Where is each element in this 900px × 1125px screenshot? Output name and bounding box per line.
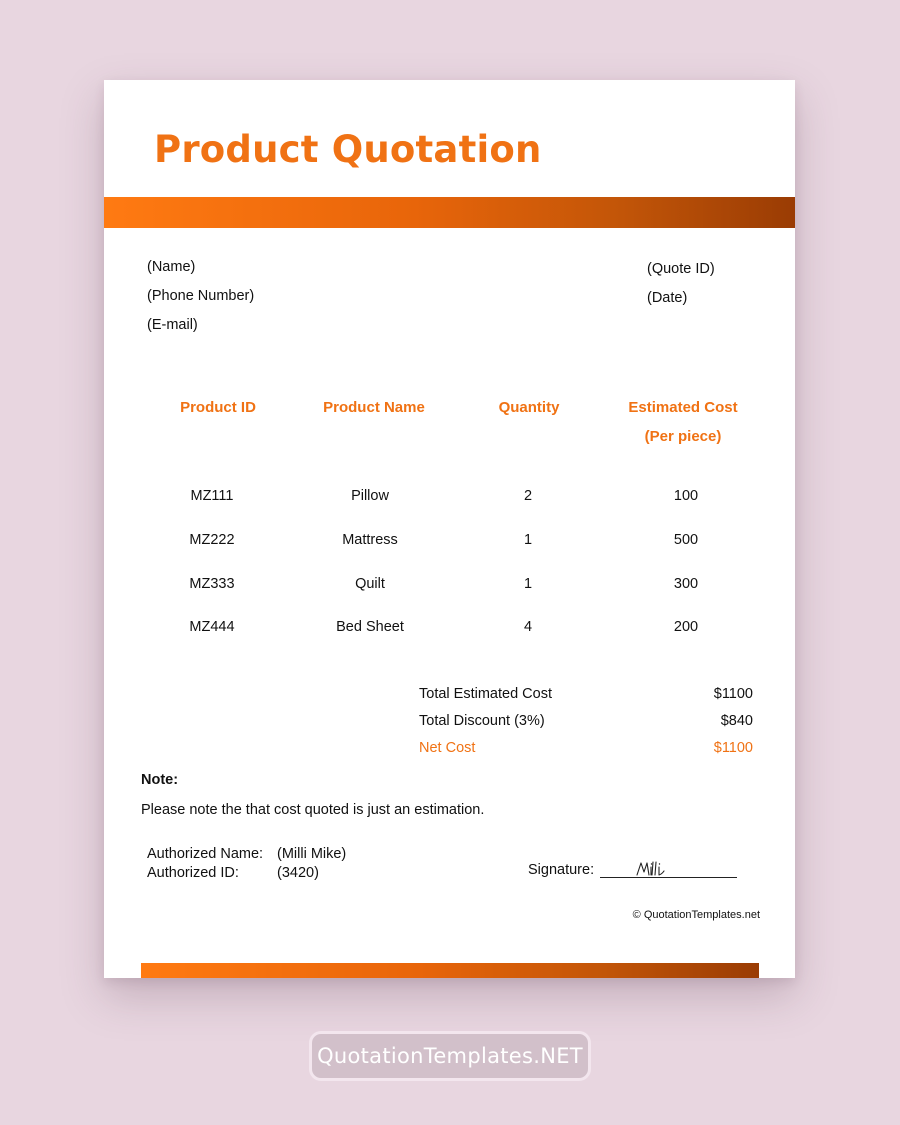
footer-accent-band <box>141 963 759 978</box>
authorized-name-value: (Milli Mike) <box>277 846 347 862</box>
quotation-document <box>104 80 795 978</box>
total-discount-label: Total Discount (3%) <box>419 713 545 729</box>
header-quantity: Quantity <box>498 399 560 416</box>
customer-email: (E-mail) <box>147 317 198 333</box>
signature-label: Signature: <box>528 862 595 878</box>
row1-product-id: MZ111 <box>190 488 234 504</box>
row4-product-name: Bed Sheet <box>336 619 404 635</box>
customer-name: (Name) <box>147 259 196 275</box>
header-estimated-cost <box>608 393 758 451</box>
row4-product-id: MZ444 <box>189 619 235 635</box>
row4-quantity: 4 <box>523 619 533 635</box>
row2-cost: 500 <box>673 532 699 548</box>
total-estimated-value: $1100 <box>713 686 753 702</box>
header-estimated-cost-line2: (Per piece) <box>644 428 722 445</box>
handwritten-signature <box>636 860 666 878</box>
net-cost-value: $1100 <box>713 740 753 756</box>
authorized-id-value: (3420) <box>277 865 319 881</box>
quote-id: (Quote ID) <box>647 261 715 277</box>
row1-product-name: Pillow <box>351 488 389 504</box>
note-text: Please note the that cost quoted is just an estimation. <box>141 802 485 818</box>
row1-quantity: 2 <box>523 488 533 504</box>
row3-product-name: Quilt <box>355 576 385 592</box>
header-product-id: Product ID <box>180 399 256 416</box>
row2-product-id: MZ222 <box>189 532 235 548</box>
row2-quantity: 1 <box>523 532 533 548</box>
header-estimated-cost-line1: Estimated Cost <box>628 399 738 416</box>
row3-product-id: MZ333 <box>189 576 235 592</box>
total-estimated-label: Total Estimated Cost <box>419 686 552 702</box>
customer-phone: (Phone Number) <box>147 288 255 304</box>
header-accent-band <box>104 197 795 228</box>
row3-quantity: 1 <box>523 576 533 592</box>
site-watermark-badge[interactable]: QuotationTemplates.NET <box>309 1031 591 1081</box>
row1-cost: 100 <box>673 488 699 504</box>
signature-line <box>600 877 737 878</box>
row2-product-name: Mattress <box>342 532 398 548</box>
document-title: Product Quotation <box>154 128 542 171</box>
note-title: Note: <box>141 772 179 788</box>
quote-date: (Date) <box>647 290 688 306</box>
row4-cost: 200 <box>673 619 699 635</box>
total-discount-value: $840 <box>720 713 753 729</box>
copyright-text: © QuotationTemplates.net <box>632 909 760 921</box>
authorized-name-label: Authorized Name: <box>147 846 264 862</box>
net-cost-label: Net Cost <box>419 740 476 756</box>
header-product-name: Product Name <box>323 399 425 416</box>
row3-cost: 300 <box>673 576 699 592</box>
authorized-id-label: Authorized ID: <box>147 865 239 881</box>
